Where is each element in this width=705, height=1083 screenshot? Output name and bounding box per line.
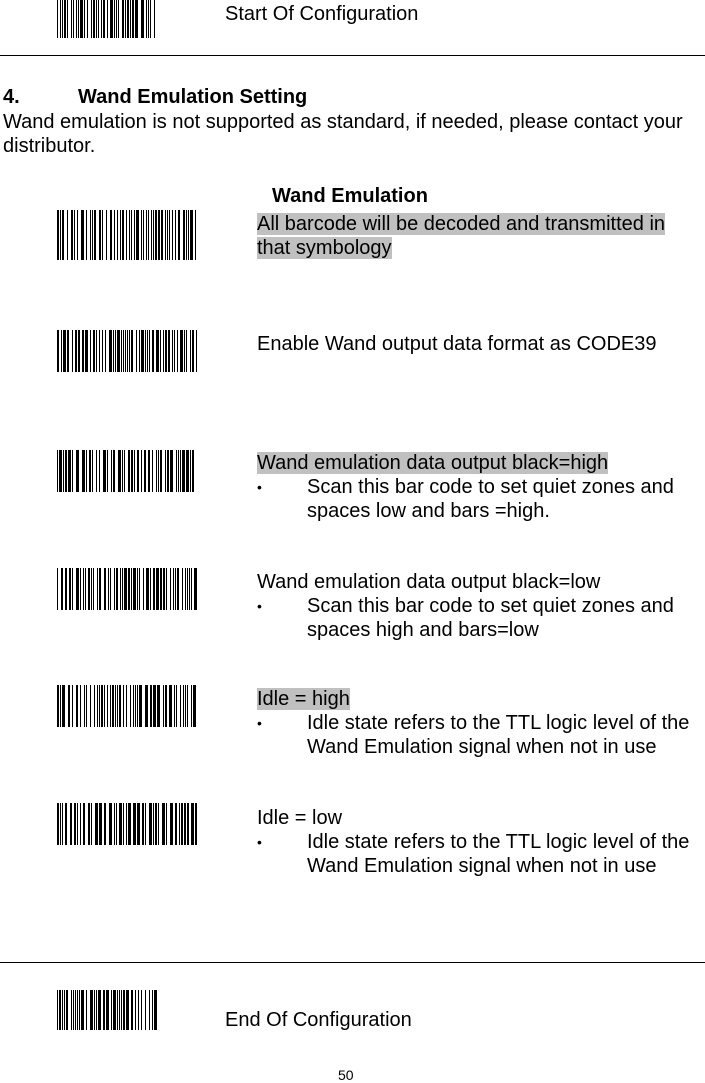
footer-title: End Of Configuration: [225, 1009, 412, 1031]
barcode-bar: [196, 685, 197, 727]
bullet-text: Scan this bar code to set quiet zones and spaces low and bars =high.: [307, 476, 674, 522]
barcode-bar: [196, 330, 197, 372]
section-number: 4.: [3, 86, 20, 108]
barcode-bar: [196, 210, 197, 260]
item-label-idle-high: Idle = high: [257, 688, 350, 710]
barcode-code39-output: [57, 330, 197, 372]
barcode-bar: [154, 990, 157, 1030]
barcode-idle-low: [57, 803, 197, 845]
section-title: Wand Emulation Setting: [78, 86, 308, 108]
item-label-code39-output: Enable Wand output data format as CODE39: [257, 333, 657, 355]
item-label-idle-low: Idle = low: [257, 807, 343, 829]
header-divider: [0, 55, 705, 56]
start-config-barcode: [57, 0, 157, 38]
item-bullet-black-low: [257, 594, 692, 642]
item-bullet-black-high: [257, 475, 692, 523]
barcode-bar: [155, 0, 157, 38]
barcode-decode-symbology: [57, 210, 197, 260]
bullet-glyph: •: [257, 479, 262, 495]
barcode-bar: [194, 450, 197, 492]
bullet-glyph: •: [257, 715, 262, 731]
item-label-black-low: Wand emulation data output black=low: [257, 571, 601, 593]
group-title: Wand Emulation: [272, 185, 428, 207]
barcode-bar: [195, 803, 197, 845]
header-title: Start Of Configuration: [225, 3, 419, 25]
bullet-text: Idle state refers to the TTL logic level of the Wand Emulation signal when not in use: [307, 831, 690, 877]
barcode-bar: [194, 568, 197, 610]
item-label-black-high: Wand emulation data output black=high: [257, 452, 609, 474]
bullet-glyph: •: [257, 834, 262, 850]
footer-divider: [0, 962, 705, 963]
item-label-decode-symbology: All barcode will be decoded and transmitted in that symbology: [257, 213, 666, 259]
barcode-idle-high: [57, 685, 197, 727]
barcode-black-high: [57, 450, 197, 492]
item-bullet-idle-low: [257, 830, 692, 878]
barcode-black-low: [57, 568, 197, 610]
bullet-glyph: •: [257, 598, 262, 614]
bullet-text: Scan this bar code to set quiet zones and spaces high and bars=low: [307, 595, 674, 641]
end-config-barcode: [57, 990, 157, 1030]
page-number: 50: [338, 1067, 354, 1083]
section-intro: Wand emulation is not supported as standard, if needed, please contact your distributor.: [3, 111, 683, 157]
item-bullet-idle-high: [257, 711, 692, 759]
bullet-text: Idle state refers to the TTL logic level of the Wand Emulation signal when not in use: [307, 712, 690, 758]
